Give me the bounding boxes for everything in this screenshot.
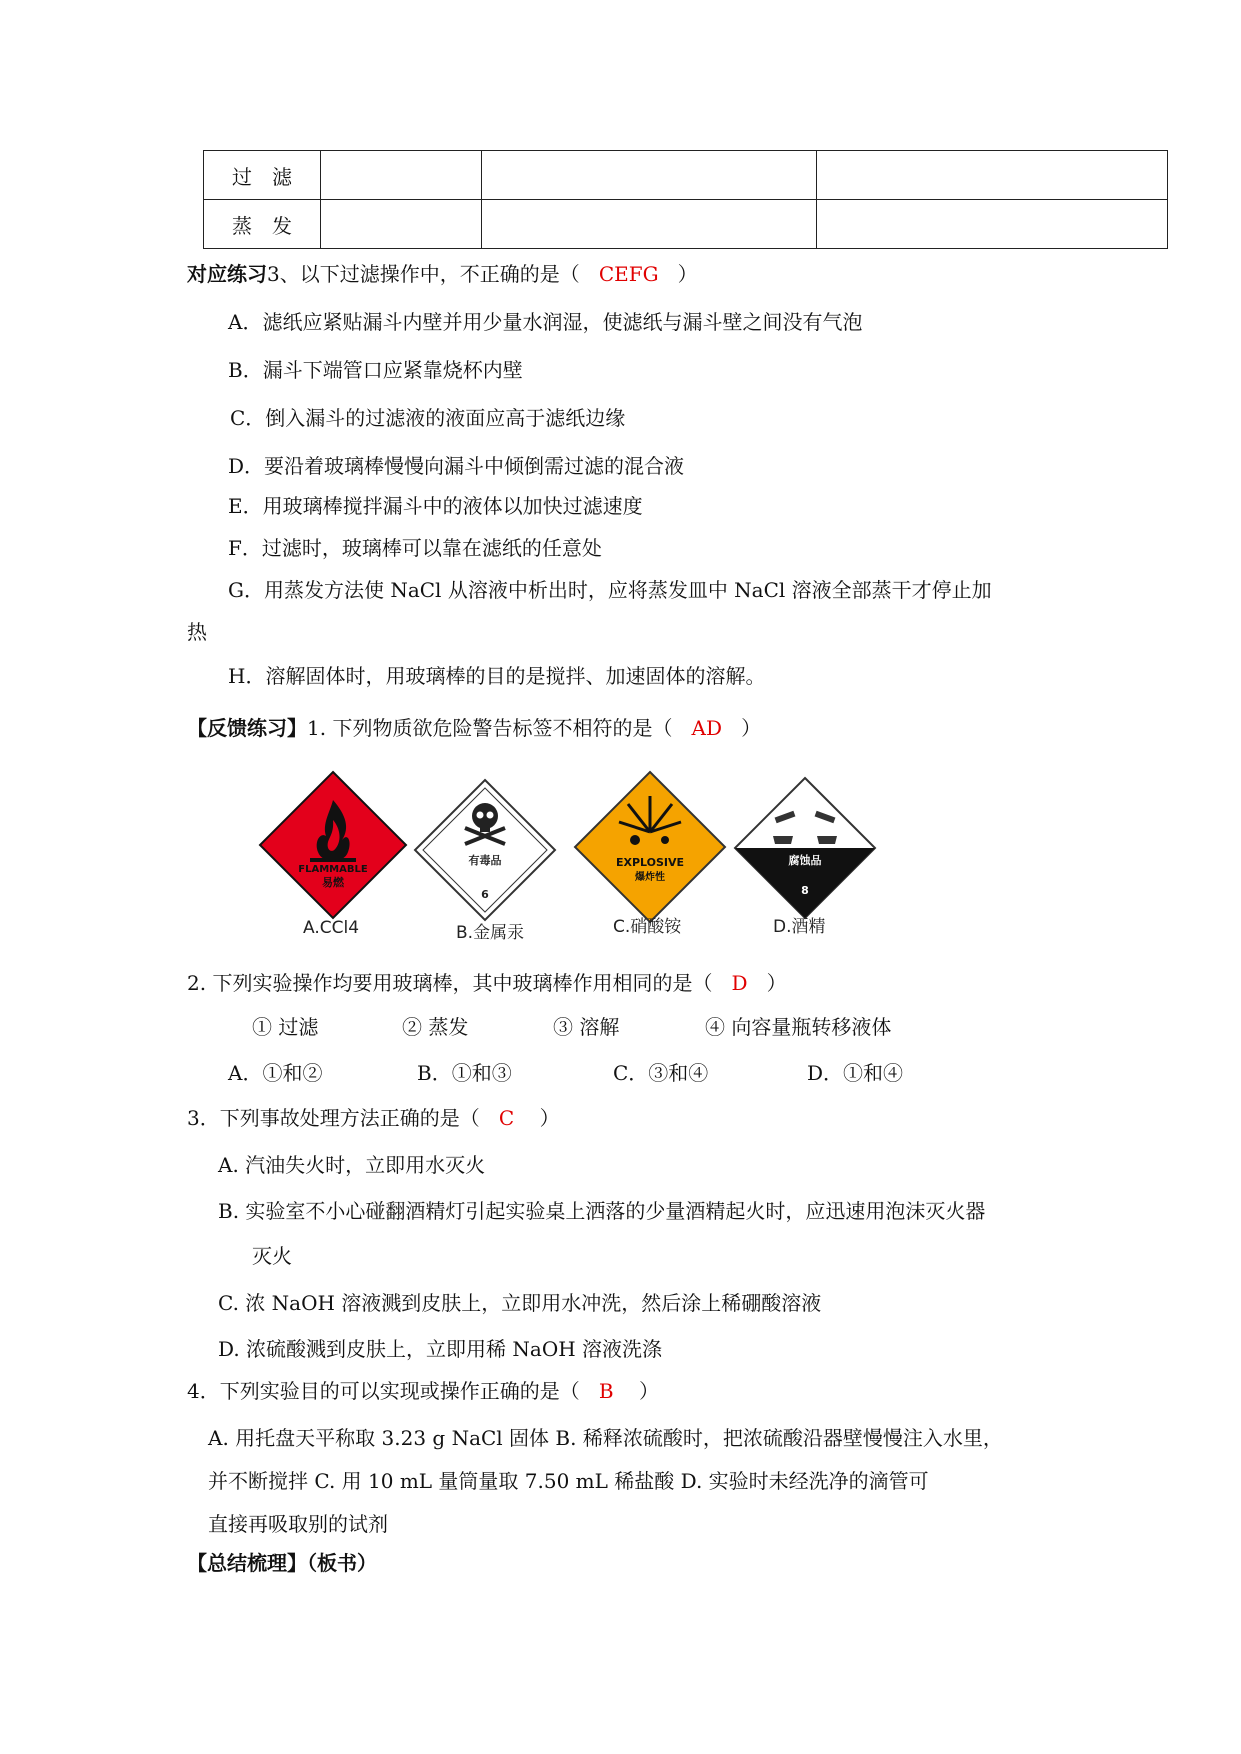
sign-label: 易燃 [322, 876, 344, 889]
sign-number: 6 [481, 888, 489, 901]
q2-item: ④ 向容量瓶转移液体 [705, 1015, 892, 1039]
q4-line: 并不断搅拌 C. 用 10 mL 量筒量取 7.50 mL 稀盐酸 D. 实验时未经洗净的滴管可 [208, 1469, 929, 1493]
toxic-sign-icon [415, 780, 555, 920]
corrosive-sign-icon [735, 778, 875, 918]
q3-option-d: D. 浓硫酸溅到皮肤上，立即用稀 NaOH 溶液洗涤 [218, 1337, 663, 1361]
option-a: A．滤纸应紧贴漏斗内壁并用少量水润湿，使滤纸与漏斗壁之间没有气泡 [228, 310, 863, 334]
q2-item: ③ 溶解 [553, 1015, 620, 1039]
table-cell [817, 151, 1168, 200]
option-b: B．漏斗下端管口应紧靠烧杯内壁 [228, 358, 523, 382]
q2-option: A．①和② [228, 1061, 323, 1085]
answer-text: D [731, 971, 748, 995]
sign-label: 爆炸性 [635, 872, 665, 883]
option-g: G．用蒸发方法使 NaCl 从溶液中析出时，应将蒸发皿中 NaCl 溶液全部蒸干才停止加 [228, 578, 992, 602]
q2-option: D．①和④ [807, 1061, 904, 1085]
summary-heading: 【总结梳理】（板书） [187, 1551, 377, 1575]
q3-option-b: B. 实验室不小心碰翻酒精灯引起实验桌上洒落的少量酒精起火时，应迅速用泡沫灭火器 [218, 1199, 986, 1223]
sign-number: 8 [801, 884, 809, 897]
sign-label: EXPLOSIVE [615, 856, 685, 869]
table-cell-label: 蒸 发 [204, 200, 321, 249]
q2-option: C．③和④ [613, 1061, 709, 1085]
q3-option-b-cont: 灭火 [252, 1244, 292, 1268]
answer-text: C [498, 1106, 515, 1130]
table-cell [321, 200, 482, 249]
sign-caption: C.硝酸铵 [613, 917, 682, 937]
feedback-q2-stem: 2. 下列实验操作均要用玻璃棒，其中玻璃棒作用相同的是（ D ） [187, 971, 787, 995]
table-cell [817, 200, 1168, 249]
feedback-q3-stem: 3．下列事故处理方法正确的是（ C ） [187, 1106, 560, 1130]
table-cell [482, 200, 817, 249]
sign-label: 有毒品 [468, 854, 502, 867]
table-cell [482, 151, 817, 200]
operation-table [203, 150, 1168, 249]
option-g-cont: 热 [187, 620, 207, 644]
option-d: D．要沿着玻璃棒慢慢向漏斗中倾倒需过滤的混合液 [228, 454, 685, 478]
table-row [204, 151, 1168, 200]
q4-line: 直接再吸取别的试剂 [208, 1512, 388, 1536]
explosive-sign-icon [575, 772, 725, 922]
feedback-q1-stem: 【反馈练习】1. 下列物质欲危险警告标签不相符的是（ AD ） [187, 716, 762, 740]
sign-caption: B.金属汞 [456, 923, 525, 943]
sign-label: 腐蚀品 [788, 854, 822, 867]
sign-label: FLAMMABLE [298, 864, 368, 875]
q4-line: A. 用托盘天平称取 3.23 g NaCl 固体 B. 稀释浓硫酸时，把浓硫酸沿器壁慢慢注入水里， [208, 1426, 1003, 1450]
sign-caption: D.酒精 [773, 917, 826, 937]
answer-text: AD [691, 716, 723, 740]
flammable-sign-icon [260, 772, 406, 918]
option-c: C．倒入漏斗的过滤液的液面应高于滤纸边缘 [230, 406, 626, 430]
answer-text: CEFG [598, 262, 659, 286]
q2-option: B．①和③ [417, 1061, 512, 1085]
q3-option-c: C. 浓 NaOH 溶液溅到皮肤上，立即用水冲洗，然后涂上稀硼酸溶液 [218, 1291, 822, 1315]
option-e: E．用玻璃棒搅拌漏斗中的液体以加快过滤速度 [228, 494, 643, 518]
q3-option-a: A. 汽油失火时，立即用水灭火 [218, 1153, 486, 1177]
sign-caption: A.CCl4 [303, 918, 360, 938]
option-h: H．溶解固体时，用玻璃棒的目的是搅拌、加速固体的溶解。 [228, 664, 766, 688]
answer-text: B [598, 1379, 614, 1403]
feedback-q4-stem: 4．下列实验目的可以实现或操作正确的是（ B ） [187, 1379, 659, 1403]
practice-3-stem: 对应练习3、以下过滤操作中，不正确的是（ CEFG ） [187, 262, 698, 286]
q2-item: ② 蒸发 [402, 1015, 469, 1039]
table-cell-label: 过 滤 [204, 151, 321, 200]
table-cell [321, 151, 482, 200]
table-row [204, 200, 1168, 249]
hazard-signs [258, 770, 898, 943]
option-f: F．过滤时，玻璃棒可以靠在滤纸的任意处 [228, 536, 602, 560]
q2-item: ① 过滤 [252, 1015, 319, 1039]
